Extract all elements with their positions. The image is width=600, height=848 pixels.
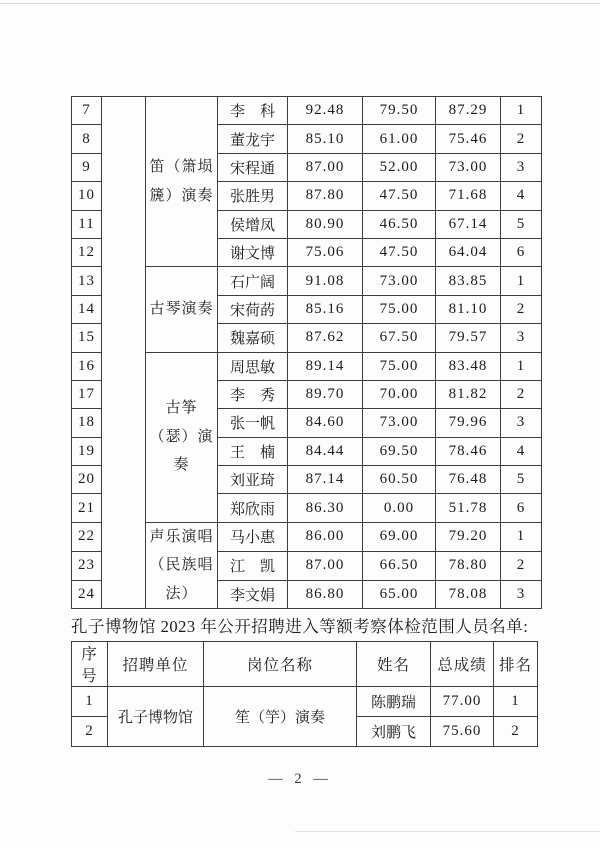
score1-cell: 87.14 <box>288 466 363 494</box>
seq-cell: 2 <box>72 717 108 747</box>
seq-cell: 24 <box>72 580 102 609</box>
score2-cell: 47.50 <box>363 182 436 210</box>
seq-cell: 23 <box>72 551 102 580</box>
rank-cell: 5 <box>501 466 542 494</box>
score1-cell: 84.60 <box>288 409 363 437</box>
total-cell: 78.80 <box>436 551 501 580</box>
scan-page-edge-top <box>0 3 600 4</box>
score1-cell: 85.10 <box>288 125 363 153</box>
score1-cell: 87.80 <box>288 182 363 210</box>
score1-cell: 91.08 <box>288 267 363 295</box>
header-name: 姓名 <box>357 642 431 687</box>
header-total: 总成绩 <box>431 642 494 687</box>
score1-cell: 87.00 <box>288 153 363 181</box>
score2-cell: 70.00 <box>363 380 436 408</box>
rank-cell: 2 <box>501 125 542 153</box>
shortlist-table <box>71 641 538 747</box>
score2-cell: 75.00 <box>363 352 436 380</box>
exam-results-table <box>71 96 542 609</box>
score1-cell: 89.14 <box>288 352 363 380</box>
total-cell: 71.68 <box>436 182 501 210</box>
total-cell: 87.29 <box>436 97 501 125</box>
name-cell: 李 秀 <box>218 380 288 408</box>
seq-cell: 19 <box>72 437 102 465</box>
header-unit: 招聘单位 <box>108 642 204 687</box>
total-cell: 81.10 <box>436 295 501 323</box>
seq-cell: 12 <box>72 238 102 266</box>
score1-cell: 87.00 <box>288 551 363 580</box>
seq-cell: 1 <box>72 687 108 717</box>
rank-cell: 3 <box>501 153 542 181</box>
total-cell: 67.14 <box>436 210 501 238</box>
rank-cell: 2 <box>501 380 542 408</box>
rank-cell: 4 <box>501 182 542 210</box>
seq-cell: 18 <box>72 409 102 437</box>
category-cell: 声乐演唱（民族唱法） <box>146 522 218 609</box>
header-seq: 序号 <box>72 642 108 687</box>
total-cell: 81.82 <box>436 380 501 408</box>
name-cell: 刘亚琦 <box>218 466 288 494</box>
seq-cell: 22 <box>72 522 102 551</box>
score1-cell: 85.16 <box>288 295 363 323</box>
rank-cell: 1 <box>501 267 542 295</box>
rank-cell: 3 <box>501 580 542 609</box>
score1-cell: 84.44 <box>288 437 363 465</box>
page-number: — 2 — <box>268 771 332 787</box>
rank-cell: 1 <box>501 352 542 380</box>
name-cell: 魏嘉硕 <box>218 324 288 352</box>
name-cell: 江 凯 <box>218 551 288 580</box>
total-cell: 79.96 <box>436 409 501 437</box>
total-cell: 83.48 <box>436 352 501 380</box>
score1-cell: 75.06 <box>288 238 363 266</box>
score2-cell: 69.00 <box>363 522 436 551</box>
score2-cell: 79.50 <box>363 97 436 125</box>
total-cell: 79.20 <box>436 522 501 551</box>
score2-cell: 69.50 <box>363 437 436 465</box>
unit-cell-empty <box>102 97 146 609</box>
name-cell: 宋荷菂 <box>218 295 288 323</box>
section-title: 孔子博物馆 2023 年公开招聘进入等额考察体检范围人员名单: <box>71 617 529 636</box>
name-cell: 马小惠 <box>218 522 288 551</box>
score2-cell: 75.00 <box>363 295 436 323</box>
name-cell: 侯增凤 <box>218 210 288 238</box>
score2-cell: 73.00 <box>363 267 436 295</box>
total-cell: 64.04 <box>436 238 501 266</box>
category-cell: 古琴演奏 <box>146 267 218 352</box>
seq-cell: 21 <box>72 494 102 522</box>
score2-cell: 46.50 <box>363 210 436 238</box>
score1-cell: 92.48 <box>288 97 363 125</box>
seq-cell: 20 <box>72 466 102 494</box>
seq-cell: 15 <box>72 324 102 352</box>
name-cell: 宋程通 <box>218 153 288 181</box>
seq-cell: 11 <box>72 210 102 238</box>
seq-cell: 17 <box>72 380 102 408</box>
category-cell: 笛（箫埙篪）演奏 <box>146 97 218 267</box>
score1-cell: 80.90 <box>288 210 363 238</box>
score2-cell: 0.00 <box>363 494 436 522</box>
seq-cell: 16 <box>72 352 102 380</box>
seq-cell: 10 <box>72 182 102 210</box>
seq-cell: 9 <box>72 153 102 181</box>
name-cell: 陈鹏瑞 <box>357 687 431 717</box>
table-row <box>72 97 542 125</box>
header-rank: 排名 <box>494 642 538 687</box>
name-cell: 张胜男 <box>218 182 288 210</box>
score2-cell: 73.00 <box>363 409 436 437</box>
rank-cell: 2 <box>494 717 538 747</box>
score2-cell: 67.50 <box>363 324 436 352</box>
name-cell: 周思敏 <box>218 352 288 380</box>
score1-cell: 86.30 <box>288 494 363 522</box>
seq-cell: 14 <box>72 295 102 323</box>
total-cell: 78.08 <box>436 580 501 609</box>
score1-cell: 89.70 <box>288 380 363 408</box>
rank-cell: 1 <box>501 522 542 551</box>
score2-cell: 65.00 <box>363 580 436 609</box>
rank-cell: 2 <box>501 551 542 580</box>
score2-cell: 47.50 <box>363 238 436 266</box>
total-cell: 75.46 <box>436 125 501 153</box>
header-position: 岗位名称 <box>204 642 357 687</box>
total-cell: 76.48 <box>436 466 501 494</box>
total-cell: 77.00 <box>431 687 494 717</box>
name-cell: 董龙宇 <box>218 125 288 153</box>
name-cell: 李文娟 <box>218 580 288 609</box>
rank-cell: 4 <box>501 437 542 465</box>
score2-cell: 61.00 <box>363 125 436 153</box>
position-cell: 笙（竽）演奏 <box>204 687 357 747</box>
rank-cell: 3 <box>501 324 542 352</box>
total-cell: 51.78 <box>436 494 501 522</box>
seq-cell: 7 <box>72 97 102 125</box>
shortlist-header-row <box>72 642 538 687</box>
rank-cell: 5 <box>501 210 542 238</box>
score2-cell: 52.00 <box>363 153 436 181</box>
unit-cell: 孔子博物馆 <box>108 687 204 747</box>
name-cell: 石广阔 <box>218 267 288 295</box>
score2-cell: 60.50 <box>363 466 436 494</box>
name-cell: 刘鹏飞 <box>357 717 431 747</box>
score1-cell: 86.80 <box>288 580 363 609</box>
rank-cell: 6 <box>501 494 542 522</box>
rank-cell: 1 <box>501 97 542 125</box>
name-cell: 郑欣雨 <box>218 494 288 522</box>
total-cell: 75.60 <box>431 717 494 747</box>
name-cell: 李 科 <box>218 97 288 125</box>
rank-cell: 1 <box>494 687 538 717</box>
rank-cell: 6 <box>501 238 542 266</box>
rank-cell: 2 <box>501 295 542 323</box>
total-cell: 83.85 <box>436 267 501 295</box>
category-cell: 古筝（瑟）演奏 <box>146 352 218 522</box>
table-row <box>72 687 538 717</box>
seq-cell: 8 <box>72 125 102 153</box>
seq-cell: 13 <box>72 267 102 295</box>
total-cell: 73.00 <box>436 153 501 181</box>
total-cell: 79.57 <box>436 324 501 352</box>
name-cell: 张一帆 <box>218 409 288 437</box>
name-cell: 王 楠 <box>218 437 288 465</box>
scan-page-edge-bottom <box>295 831 600 832</box>
score1-cell: 86.00 <box>288 522 363 551</box>
name-cell: 谢文博 <box>218 238 288 266</box>
score1-cell: 87.62 <box>288 324 363 352</box>
total-cell: 78.46 <box>436 437 501 465</box>
rank-cell: 3 <box>501 409 542 437</box>
score2-cell: 66.50 <box>363 551 436 580</box>
